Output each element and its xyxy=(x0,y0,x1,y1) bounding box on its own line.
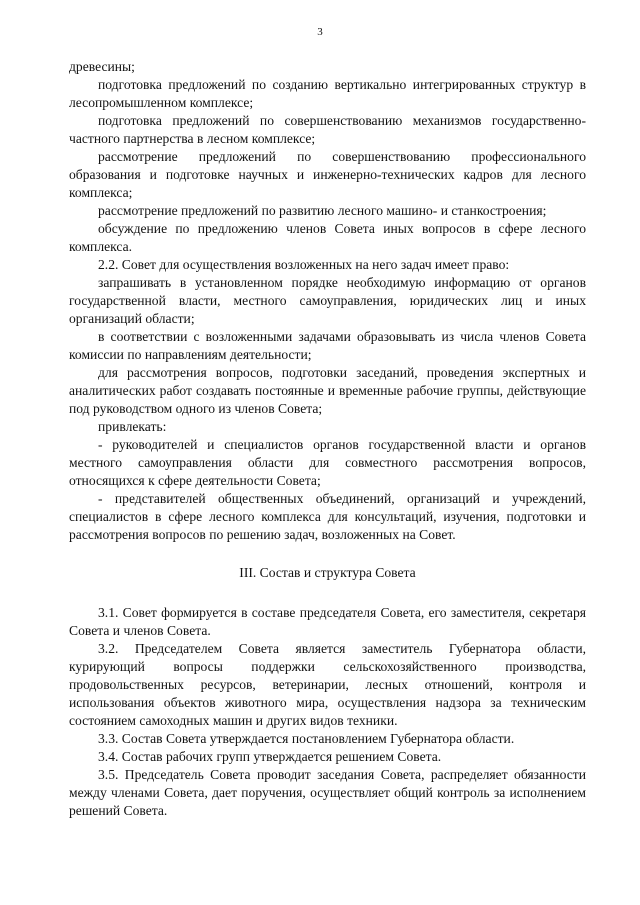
document-body xyxy=(69,58,586,820)
paragraph: рассмотрение предложений по совершенствованию профессионального образования и подготовке научных и инженерно-технических кадров для лесного комплекса; xyxy=(69,149,586,200)
paragraph: обсуждение по предложению членов Совета иных вопросов в сфере лесного комплекса. xyxy=(69,221,586,254)
paragraph: древесины; xyxy=(69,59,135,74)
paragraph: 3.2. Председателем Совета является заместитель Губернатора области, курирующий вопросы поддержки сельскохозяйственного производства, продовольственных ресурсов, ветеринарии, лесных отношений, контроля и использования объектов животного мира, осуществления надзора за техническим состоянием самоходных машин и других видов техники. xyxy=(69,641,586,728)
paragraph: 3.5. Председатель Совета проводит заседания Совета, распределяет обязанности между членами Совета, дает поручения, осуществляет общий контроль за исполнением решений Совета. xyxy=(69,767,586,818)
paragraph: подготовка предложений по совершенствованию механизмов государственно-частного партнерства в лесном комплексе; xyxy=(69,113,586,146)
paragraph: - представителей общественных объединений, организаций и учреждений, специалистов в сфере лесного комплекса для консультаций, изучения, подготовки и рассмотрения вопросов по решению задач, возложенных на Совет. xyxy=(69,491,586,542)
paragraph: 3.1. Совет формируется в составе председателя Совета, его заместителя, секретаря Совета и членов Совета. xyxy=(69,605,586,638)
paragraph: для рассмотрения вопросов, подготовки заседаний, проведения экспертных и аналитических работ создавать постоянные и временные рабочие группы, действующие под руководством одного из членов Совета; xyxy=(69,365,586,416)
page-number: 3 xyxy=(317,26,323,38)
paragraph: 2.2. Совет для осуществления возложенных на него задач имеет право: xyxy=(98,257,510,272)
section-3-paragraphs xyxy=(69,604,586,820)
paragraph: - руководителей и специалистов органов государственной власти и органов местного самоуправления области для совместного рассмотрения вопросов, относящихся к сфере деятельности Совета; xyxy=(69,437,586,488)
paragraph: в соответствии с возложенными задачами образовывать из числа членов Совета комиссии по направлениям деятельности; xyxy=(69,329,586,362)
section-2-paragraphs xyxy=(69,58,586,544)
paragraph: запрашивать в установленном порядке необходимую информацию от органов государственной власти, местного самоуправления, юридических лиц и иных организаций области; xyxy=(69,275,586,326)
paragraph: подготовка предложений по созданию вертикально интегрированных структур в лесопромышленном комплексе; xyxy=(69,77,586,110)
paragraph: 3.3. Состав Совета утверждается постановлением Губернатора области. xyxy=(98,731,515,746)
section-heading: III. Состав и структура Совета xyxy=(239,565,416,580)
paragraph: рассмотрение предложений по развитию лесного машино- и станкостроения; xyxy=(98,203,547,218)
paragraph: привлекать: xyxy=(98,419,167,434)
paragraph: 3.4. Состав рабочих групп утверждается решением Совета. xyxy=(98,749,442,764)
